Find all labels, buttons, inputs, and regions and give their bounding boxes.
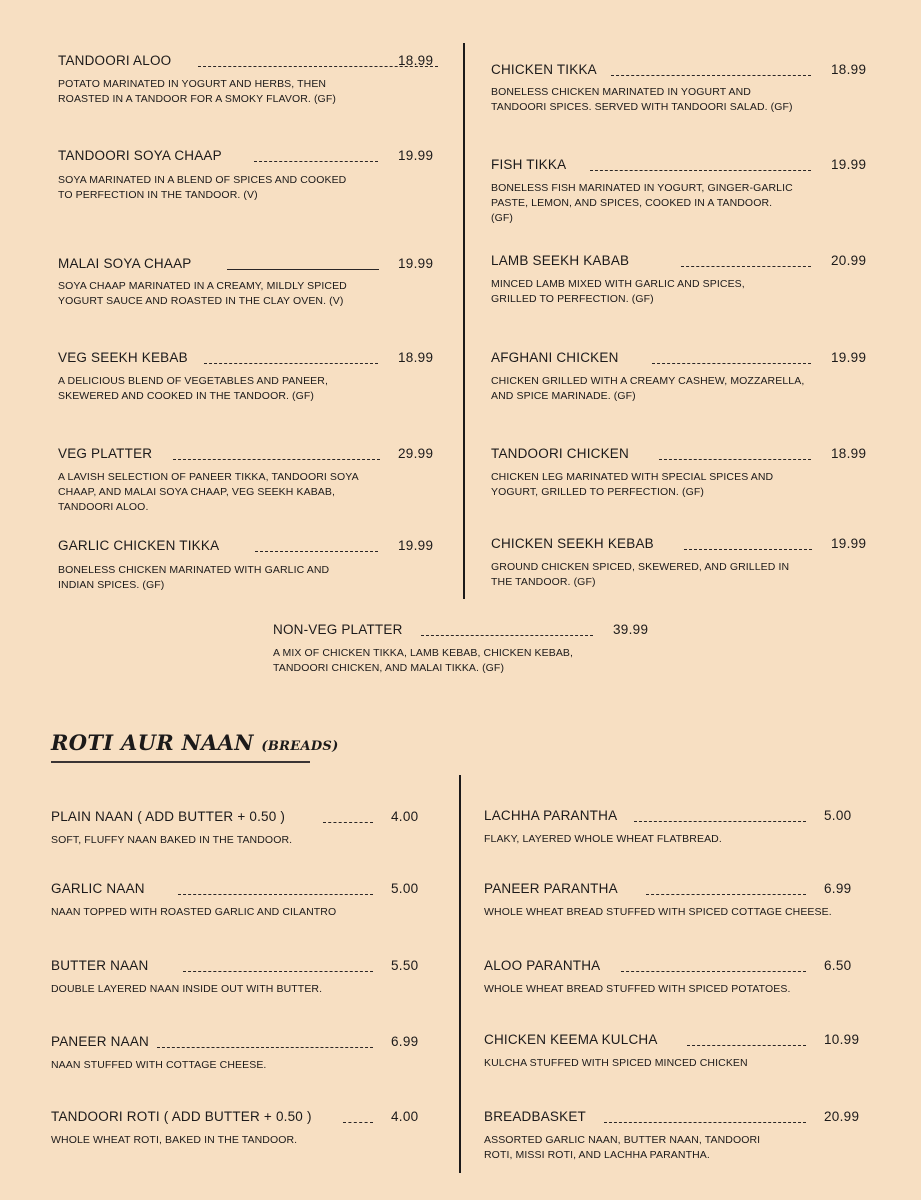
item-price: 19.99 bbox=[831, 157, 867, 172]
menu-item-chicken-tikka bbox=[491, 62, 873, 113]
item-name: PLAIN NAAN ( ADD BUTTER + 0.50 ) bbox=[51, 809, 286, 824]
leader-dots bbox=[157, 1034, 373, 1048]
item-price: 18.99 bbox=[831, 446, 867, 461]
menu-item-tandoori-aloo bbox=[58, 53, 440, 105]
item-name: VEG SEEKH KEBAB bbox=[58, 350, 188, 365]
item-description: WHOLE WHEAT ROTI, BAKED IN THE TANDOOR. bbox=[51, 1134, 298, 1146]
menu-item-fish-tikka bbox=[491, 157, 873, 224]
menu-item-afghani-chicken bbox=[491, 350, 873, 402]
item-price: 5.00 bbox=[824, 808, 852, 823]
item-description: BONELESS FISH MARINATED IN YOGURT, GINGER-GARLIC PASTE, LEMON, AND SPICES, COOKED IN A TANDOOR. (GF) bbox=[491, 182, 793, 224]
item-name: CHICKEN SEEKH KEBAB bbox=[491, 536, 654, 551]
item-name: BUTTER NAAN bbox=[51, 958, 149, 973]
item-description: A LAVISH SELECTION OF PANEER TIKKA, TANDOORI SOYA CHAAP, AND MALAI SOYA CHAAP, VEG SEEKH KABAB, TANDOORI ALOO. bbox=[58, 471, 359, 513]
item-name: NON-VEG PLATTER bbox=[273, 622, 403, 637]
item-name: VEG PLATTER bbox=[58, 446, 153, 461]
item-name: AFGHANI CHICKEN bbox=[491, 350, 619, 365]
item-price: 19.99 bbox=[398, 538, 434, 553]
item-name: LACHHA PARANTHA bbox=[484, 808, 618, 823]
item-description: CHICKEN GRILLED WITH A CREAMY CASHEW, MOZZARELLA, AND SPICE MARINADE. (GF) bbox=[491, 375, 805, 402]
leader-dots bbox=[255, 538, 378, 552]
leader-dots bbox=[421, 622, 593, 636]
leader-line bbox=[227, 256, 379, 270]
item-name: BREADBASKET bbox=[484, 1109, 586, 1124]
menu-item-aloo-parantha bbox=[484, 958, 866, 995]
item-description: WHOLE WHEAT BREAD STUFFED WITH SPICED COTTAGE CHEESE. bbox=[484, 906, 832, 918]
menu-item-lachha-parantha bbox=[484, 808, 866, 845]
item-name: TANDOORI ROTI ( ADD BUTTER + 0.50 ) bbox=[51, 1109, 312, 1124]
column-divider-top bbox=[463, 43, 465, 599]
leader-dots bbox=[684, 536, 812, 550]
item-price: 5.50 bbox=[391, 958, 419, 973]
item-price: 39.99 bbox=[613, 622, 649, 637]
item-description: BONELESS CHICKEN MARINATED IN YOGURT AND TANDOORI SPICES. SERVED WITH TANDOORI SALAD. (GF) bbox=[491, 86, 793, 113]
item-name: GARLIC NAAN bbox=[51, 881, 145, 896]
item-description: A MIX OF CHICKEN TIKKA, LAMB KEBAB, CHICKEN KEBAB, TANDOORI CHICKEN, AND MALAI TIKKA. (GF) bbox=[273, 647, 574, 674]
menu-item-plain-naan bbox=[51, 809, 433, 846]
item-description: SOYA MARINATED IN A BLEND OF SPICES AND COOKED TO PERFECTION IN THE TANDOOR. (V) bbox=[58, 174, 347, 201]
item-description: NAAN TOPPED WITH ROASTED GARLIC AND CILANTRO bbox=[51, 906, 337, 918]
item-description: WHOLE WHEAT BREAD STUFFED WITH SPICED POTATOES. bbox=[484, 983, 791, 995]
menu-item-veg-seekh-kebab bbox=[58, 350, 440, 402]
item-name: MALAI SOYA CHAAP bbox=[58, 256, 192, 271]
item-price: 4.00 bbox=[391, 809, 419, 824]
column-divider-bottom bbox=[459, 775, 461, 1173]
item-description: MINCED LAMB MIXED WITH GARLIC AND SPICES, GRILLED TO PERFECTION. (GF) bbox=[491, 278, 745, 305]
leader-dots bbox=[687, 1032, 806, 1046]
menu-item-paneer-parantha bbox=[484, 881, 866, 918]
menu-item-tandoori-roti bbox=[51, 1109, 433, 1146]
item-description: GROUND CHICKEN SPICED, SKEWERED, AND GRILLED IN THE TANDOOR. (GF) bbox=[491, 561, 790, 588]
leader-dots bbox=[254, 148, 378, 162]
menu-item-garlic-chicken-tikka bbox=[58, 538, 440, 591]
item-price: 6.50 bbox=[824, 958, 852, 973]
leader-dots bbox=[659, 446, 811, 460]
menu-item-paneer-naan bbox=[51, 1034, 433, 1071]
leader-dots bbox=[204, 350, 378, 364]
item-price: 18.99 bbox=[398, 350, 434, 365]
section-title: ROTI AUR NAAN (BREADS) bbox=[51, 730, 339, 755]
item-name: CHICKEN TIKKA bbox=[491, 62, 597, 77]
item-description: ASSORTED GARLIC NAAN, BUTTER NAAN, TANDOORI ROTI, MISSI ROTI, AND LACHHA PARANTHA. bbox=[484, 1134, 761, 1161]
leader-dots bbox=[343, 1109, 373, 1123]
menu-item-butter-naan bbox=[51, 958, 433, 995]
section-subtitle: (BREADS) bbox=[261, 739, 339, 754]
menu-item-chicken-seekh-kebab bbox=[491, 536, 873, 588]
leader-dots bbox=[323, 809, 373, 823]
item-description: FLAKY, LAYERED WHOLE WHEAT FLATBREAD. bbox=[484, 833, 722, 845]
item-price: 20.99 bbox=[831, 253, 867, 268]
menu-item-garlic-naan bbox=[51, 881, 433, 918]
leader-dots bbox=[652, 350, 811, 364]
menu-item-breadbasket bbox=[484, 1109, 866, 1161]
item-price: 10.99 bbox=[824, 1032, 860, 1047]
item-price: 4.00 bbox=[391, 1109, 419, 1124]
menu-item-tandoori-soya-chaap bbox=[58, 148, 440, 201]
item-price: 19.99 bbox=[831, 536, 867, 551]
item-description: NAAN STUFFED WITH COTTAGE CHEESE. bbox=[51, 1059, 267, 1071]
item-name: PANEER NAAN bbox=[51, 1034, 149, 1049]
leader-dots bbox=[178, 881, 373, 895]
menu-item-tandoori-chicken bbox=[491, 446, 873, 498]
menu-item-non-veg-platter bbox=[273, 622, 663, 674]
item-name: GARLIC CHICKEN TIKKA bbox=[58, 538, 220, 553]
item-description: BONELESS CHICKEN MARINATED WITH GARLIC AND INDIAN SPICES. (GF) bbox=[58, 564, 330, 591]
item-description: CHICKEN LEG MARINATED WITH SPECIAL SPICES AND YOGURT, GRILLED TO PERFECTION. (GF) bbox=[491, 471, 774, 498]
leader-dots bbox=[634, 808, 806, 822]
item-price: 5.00 bbox=[391, 881, 419, 896]
leader-dots bbox=[611, 62, 811, 76]
item-price: 19.99 bbox=[831, 350, 867, 365]
item-description: A DELICIOUS BLEND OF VEGETABLES AND PANEER, SKEWERED AND COOKED IN THE TANDOOR. (GF) bbox=[58, 375, 328, 402]
item-name: PANEER PARANTHA bbox=[484, 881, 618, 896]
item-name: LAMB SEEKH KABAB bbox=[491, 253, 630, 268]
leader-dots bbox=[183, 958, 373, 972]
leader-dots bbox=[590, 157, 811, 171]
item-price: 19.99 bbox=[398, 148, 434, 163]
item-price: 18.99 bbox=[398, 53, 434, 68]
menu-item-chicken-keema-kulcha bbox=[484, 1032, 866, 1069]
menu-item-lamb-seekh-kabab bbox=[491, 253, 873, 305]
item-description: KULCHA STUFFED WITH SPICED MINCED CHICKEN bbox=[484, 1057, 748, 1069]
item-description: POTATO MARINATED IN YOGURT AND HERBS, THEN ROASTED IN A TANDOOR FOR A SMOKY FLAVOR. (GF) bbox=[58, 78, 336, 105]
item-price: 6.99 bbox=[824, 881, 852, 896]
item-description: DOUBLE LAYERED NAAN INSIDE OUT WITH BUTTER. bbox=[51, 983, 323, 995]
item-description: SOFT, FLUFFY NAAN BAKED IN THE TANDOOR. bbox=[51, 834, 293, 846]
item-price: 6.99 bbox=[391, 1034, 419, 1049]
item-name: FISH TIKKA bbox=[491, 157, 567, 172]
menu-item-veg-platter bbox=[58, 446, 440, 513]
item-name: TANDOORI SOYA CHAAP bbox=[58, 148, 222, 163]
item-name: ALOO PARANTHA bbox=[484, 958, 601, 973]
leader-dots bbox=[604, 1109, 806, 1123]
item-name: TANDOORI CHICKEN bbox=[491, 446, 629, 461]
leader-dots bbox=[681, 253, 811, 267]
item-price: 29.99 bbox=[398, 446, 434, 461]
leader-dots bbox=[646, 881, 806, 895]
item-description: SOYA CHAAP MARINATED IN A CREAMY, MILDLY SPICED YOGURT SAUCE AND ROASTED IN THE CLAY OVEN. (V) bbox=[58, 280, 347, 307]
item-price: 19.99 bbox=[398, 256, 434, 271]
item-price: 20.99 bbox=[824, 1109, 860, 1124]
title-underline bbox=[51, 761, 310, 763]
menu-item-malai-soya-chaap bbox=[58, 256, 440, 307]
leader-dots bbox=[173, 446, 380, 460]
leader-dots bbox=[621, 958, 806, 972]
item-price: 18.99 bbox=[831, 62, 867, 77]
item-name: TANDOORI ALOO bbox=[58, 53, 172, 68]
item-name: CHICKEN KEEMA KULCHA bbox=[484, 1032, 658, 1047]
